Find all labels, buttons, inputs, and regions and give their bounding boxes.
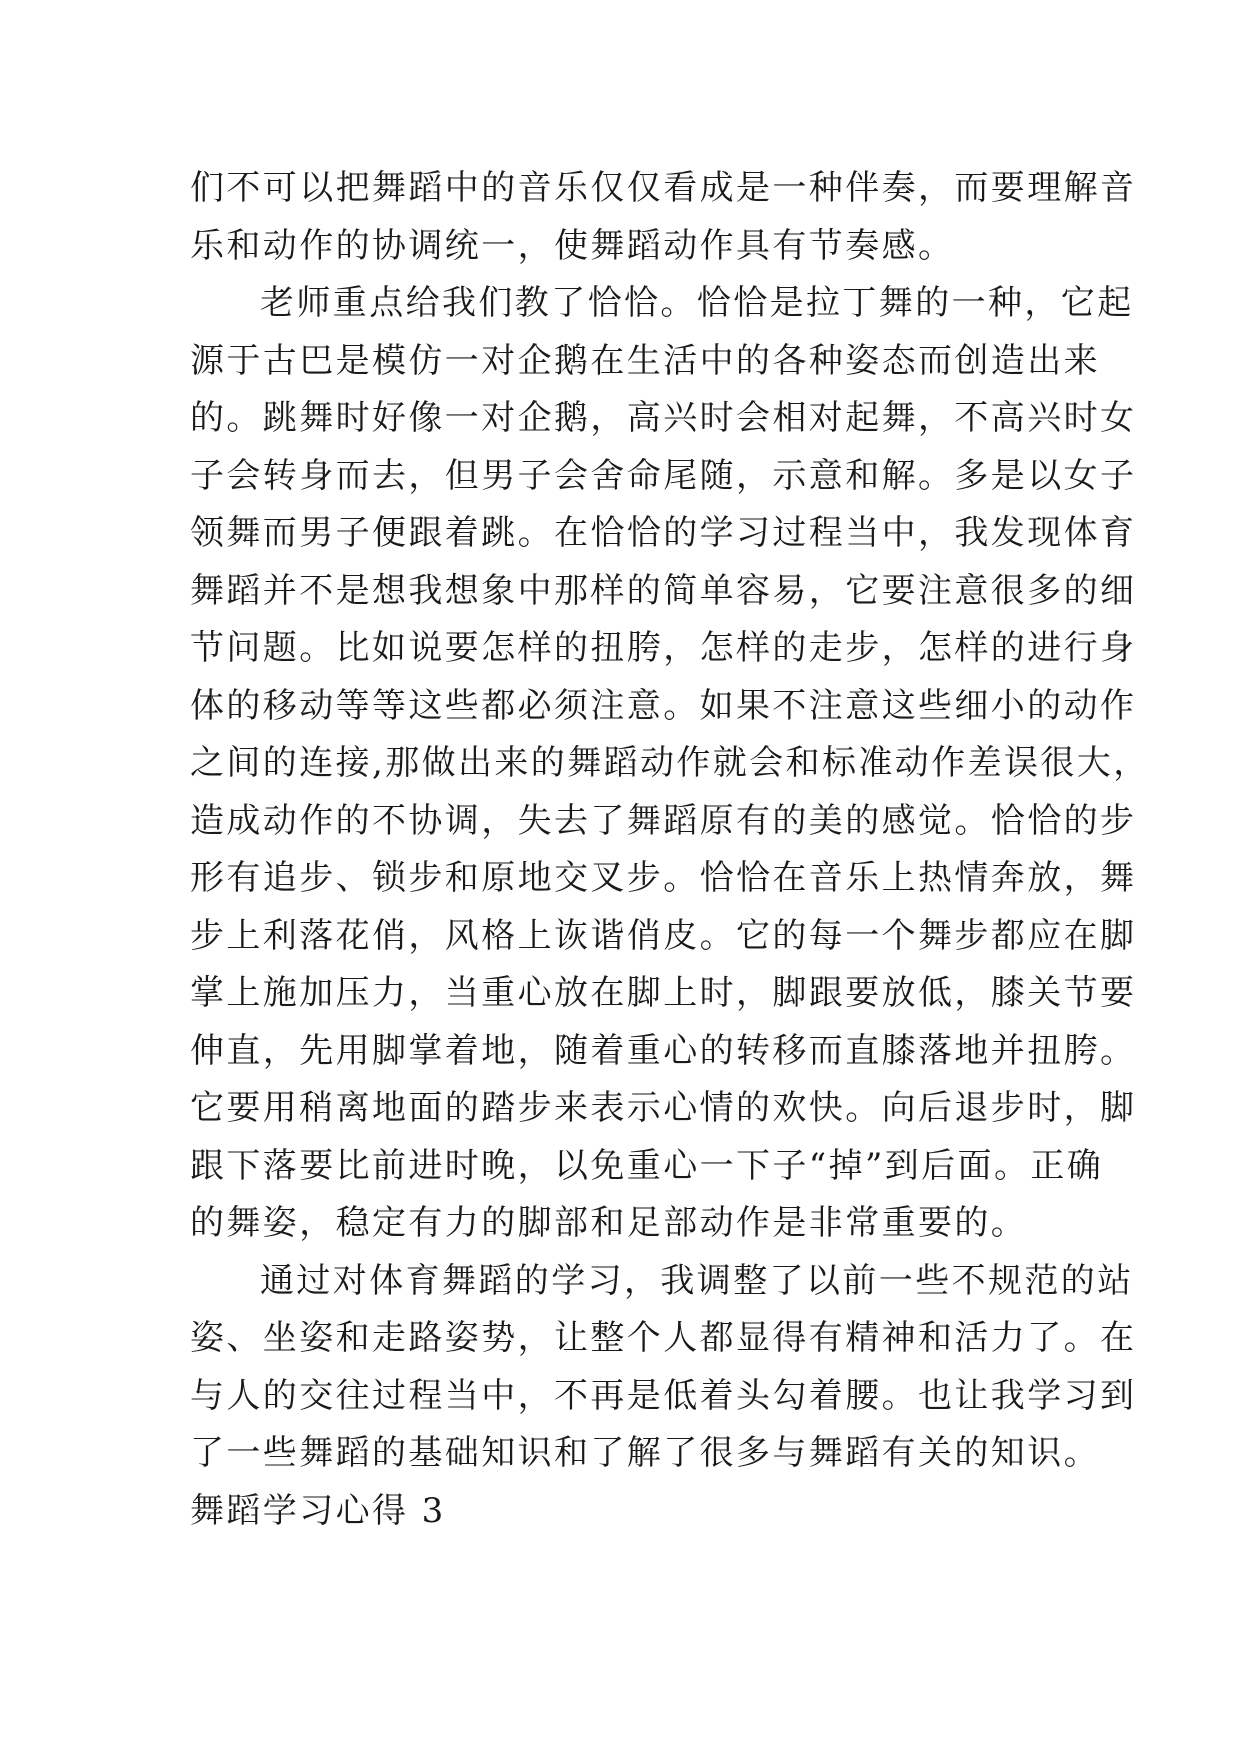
text-line: 跟下落要比前进时晚，以免重心一下子“掉”到后面。正确 — [190, 1145, 1104, 1186]
text-line: 子会转身而去，但男子会舍命尾随，示意和解。多是以女子 — [190, 455, 1137, 496]
text-line: 舞蹈并不是想我想象中那样的简单容易，它要注意很多的细 — [190, 570, 1137, 611]
text-line: 之间的连接,那做出来的舞蹈动作就会和标准动作差误很大， — [190, 743, 1150, 783]
text-line: 步上利落花俏，风格上诙谐俏皮。它的每一个舞步都应在脚 — [190, 915, 1137, 956]
text-line: 领舞而男子便跟着跳。在恰恰的学习过程当中，我发现体育 — [190, 513, 1137, 553]
text-line: 形有追步、锁步和原地交叉步。恰恰在音乐上热情奔放，舞 — [190, 858, 1137, 898]
text-line: 通过对体育舞蹈的学习，我调整了以前一些不规范的站 — [260, 1260, 1134, 1301]
text-line: 的。跳舞时好像一对企鹅，高兴时会相对起舞，不高兴时女 — [190, 398, 1137, 438]
text-line: 姿、坐姿和走路姿势，让整个人都显得有精神和活力了。在 — [190, 1318, 1137, 1358]
text-line: 节问题。比如说要怎样的扭胯，怎样的走步，怎样的进行身 — [190, 628, 1137, 668]
text-line: 了一些舞蹈的基础知识和了解了很多与舞蹈有关的知识。 — [190, 1433, 1100, 1473]
text-line: 体的移动等等这些都必须注意。如果不注意这些细小的动作 — [190, 685, 1137, 726]
text-line: 们不可以把舞蹈中的音乐仅仅看成是一种伴奏，而要理解音 — [190, 168, 1137, 208]
text-line: 造成动作的不协调，失去了舞蹈原有的美的感觉。恰恰的步 — [190, 800, 1137, 841]
text-line: 源于古巴是模仿一对企鹅在生活中的各种姿态而创造出来 — [190, 340, 1100, 381]
text-line: 与人的交往过程当中，不再是低着头勾着腰。也让我学习到 — [190, 1375, 1137, 1416]
text-line: 伸直，先用脚掌着地，随着重心的转移而直膝落地并扭胯。 — [190, 1030, 1137, 1071]
text-line: 老师重点给我们教了恰恰。恰恰是拉丁舞的一种，它起 — [260, 283, 1134, 323]
text-line: 掌上施加压力，当重心放在脚上时，脚跟要放低，膝关节要 — [190, 973, 1137, 1013]
text-line: 的舞姿，稳定有力的脚部和足部动作是非常重要的。 — [190, 1203, 1028, 1243]
document-body — [190, 160, 1150, 1540]
text-line: 乐和动作的协调统一，使舞蹈动作具有节奏感。 — [190, 225, 955, 266]
section-heading: 舞蹈学习心得 3 — [190, 1490, 446, 1531]
text-line: 它要用稍离地面的踏步来表示心情的欢快。向后退步时，脚 — [190, 1088, 1137, 1128]
